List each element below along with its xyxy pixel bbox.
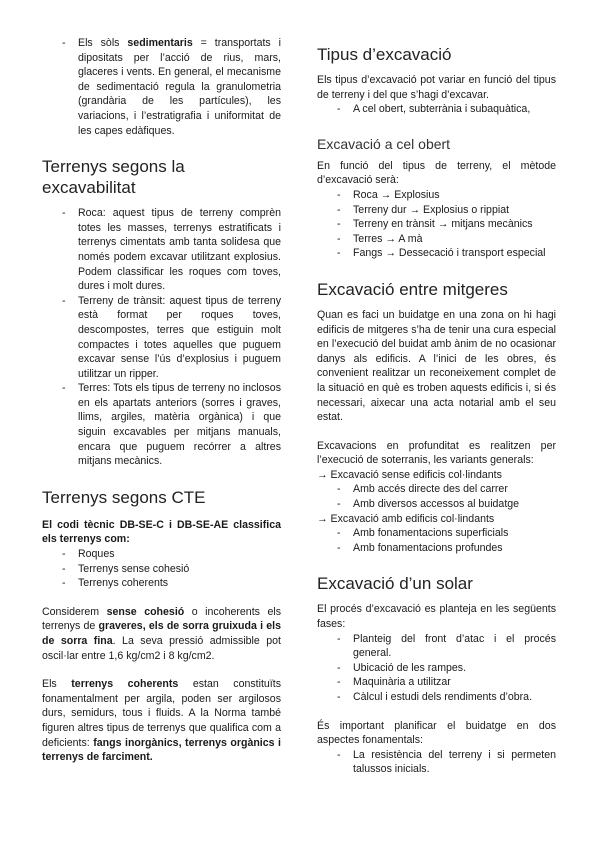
solar-text-2: És important planificar el buidatge en dos aspectes fonamentals:: [317, 719, 556, 747]
cte-paragraph-cohesio: Considerem sense cohesió o incoherents els terrenys de graveres, els de sorra gruixuda i els de sorra fina. La seva pressió admissible pot oscil·lar entre 1,6 kg/cm2 i 8 kg/cm2.: [42, 605, 281, 662]
list-item: - Fangs → Dessecació i transport especial: [317, 246, 556, 261]
cte-paragraph-coherents: Els terrenys coherents estan constituïts fonamentalment per argila, poden ser argilosos durs, semidurs, tous i fluids. A la Norma també figuren altres tipus de terrenys que qualifica com a deficients: fangs inorgànics, terrenys orgànics i terrenys de farciment.: [42, 678, 281, 764]
solar-list-2: [317, 748, 556, 777]
cel-obert-text: En funció del tipus de terreny, el mètode d’excavació serà:: [317, 159, 556, 187]
mitgeres-group-1-list: [317, 482, 556, 511]
solar-list: [317, 632, 556, 705]
tipus-text: Els tipus d’excavació pot variar en funció del tipus de terreny i del que s’hagi d’excavar.: [317, 74, 556, 101]
list-item: - Amb diversos accessos al buidatge: [317, 497, 556, 512]
list-item: - Terres → A mà: [317, 232, 556, 247]
cte-intro: El codi tècnic DB-SE-C i DB-SE-AE classifica els terrenys com:: [42, 518, 281, 546]
section-title-excavabilitat: Terrenys segons la excavabilitat: [42, 157, 185, 198]
list-item: - Càlcul i estudi dels rendiments d’obra.: [317, 690, 556, 705]
excavabilitat-list: [42, 206, 281, 469]
sediment-list: [42, 36, 281, 138]
section-title-tipus: Tipus d’excavació: [317, 45, 452, 64]
list-item: - Roques: [42, 547, 281, 562]
mitgeres-group-1: → Excavació sense edificis col·lindants: [317, 468, 502, 481]
list-item: - Terreny de trànsit: aquest tipus de terreny està format per roques toves, descompostes, terres que estiguin molt compactes i totes aquelles que puguem excavar sense l’ús d’explosius i puguem utilitzar un ripper.: [42, 294, 281, 382]
list-item: - Planteig del front d’atac i el procés general.: [317, 632, 556, 661]
solar-text: El procés d’excavació es planteja en les següents fases:: [317, 603, 556, 631]
list-item: - Terreny en trànsit → mitjans mecànics: [317, 217, 556, 232]
mitgeres-group-2: → Excavació amb edificis col·lindants: [317, 512, 495, 525]
cte-list: [42, 547, 281, 591]
list-item: - La resistència del terreny i si permeten talussos inicials.: [317, 748, 556, 777]
left-column: [42, 36, 281, 765]
list-item: - Maquinària a utilitzar: [317, 675, 556, 690]
list-item: - Roca: aquest tipus de terreny comprèn totes les masses, terrenys estratificats i terrenys cimentats amb tanta solidesa que només podem excavar utilitzant explosius. Podem classificar les roques com toves, dures i molt dures.: [42, 206, 281, 294]
mitgeres-paragraph-2: Excavacions en profunditat es realitzen per l’execució de soterranis, les variants generals:: [317, 439, 556, 467]
list-item: - Amb fonamentacions profundes: [317, 541, 556, 556]
mitgeres-paragraph-1: Quan es faci un buidatge en una zona on hi hagi edificis de mitgeres s’ha de tenir una cura especial en l’execució del buidat amb ànim de no ocasionar danys als edificis. A l’inici de les obres, és convenient realitzar un reconeixement complet de la situació en què es troben aquests edificis i, si és necessari, aixecar una acta notarial amb el seu estat.: [317, 308, 556, 424]
list-item: - Ubicació de les rampes.: [317, 661, 556, 676]
section-title-mitgeres: Excavació entre mitgeres: [317, 279, 508, 299]
mitgeres-group-2-list: [317, 526, 556, 555]
cel-obert-list: [317, 188, 556, 261]
list-item: - Terrenys sense cohesió: [42, 562, 281, 577]
section-title-cte: Terrenys segons CTE: [42, 487, 206, 507]
list-item: - Els sòls sedimentaris = transportats i dipositats per l’acció de rius, mars, glaceres i vents. En general, el mecanisme de sedimentació regula la granulometria (grandària de les partícules), les variacions, i l’estratigrafia i uniformitat de les capes edàfiques.: [42, 36, 281, 138]
tipus-list: [317, 102, 556, 117]
list-item: - A cel obert, subterrània i subaquàtica,: [317, 102, 556, 117]
list-item: - Amb fonamentacions superficials: [317, 526, 556, 541]
right-column: [317, 44, 556, 777]
section-title-solar: Excavació d’un solar: [317, 574, 473, 594]
list-item: - Roca → Explosius: [317, 188, 556, 203]
list-item: - Terreny dur → Explosius o rippiat: [317, 203, 556, 218]
list-item: - Terres: Tots els tipus de terreny no inclosos en els apartats anteriors (sorres i graves, llims, argiles, matèria orgànica) i que siguin excavables per mitjans manuals, encara que puguem recórrer a altres mitjans mecànics.: [42, 381, 281, 469]
list-item: - Amb accés directe des del carrer: [317, 482, 556, 497]
list-item: - Terrenys coherents: [42, 576, 281, 591]
section-title-cel-obert: Excavació a cel obert: [317, 135, 451, 152]
